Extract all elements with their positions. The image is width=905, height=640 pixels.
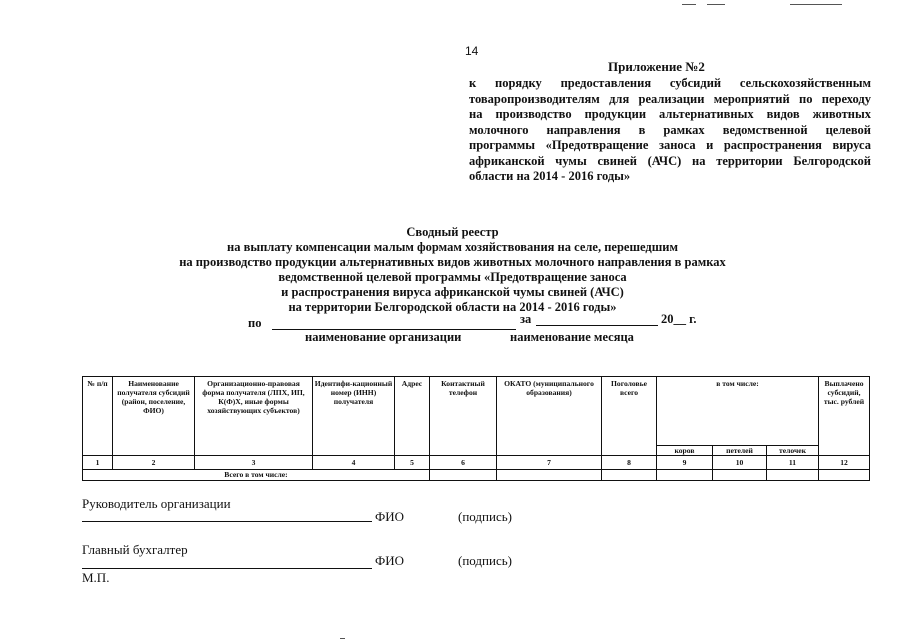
register-line: ведомственной целевой программы «Предотвращение заноса bbox=[278, 270, 627, 284]
accountant-label: Главный бухгалтер bbox=[82, 542, 188, 557]
register-table bbox=[82, 376, 870, 481]
column-number: 11 bbox=[767, 456, 819, 470]
total-cell bbox=[767, 470, 819, 481]
appendix-line: молочного направления в рамках ведомственной целевой bbox=[469, 122, 871, 137]
year-label: 20__ г. bbox=[661, 312, 697, 326]
register-title: Сводный реестр bbox=[406, 225, 499, 239]
header-okato: ОКАТО (муниципального образования) bbox=[497, 377, 602, 456]
header-including: в том числе: bbox=[657, 377, 819, 446]
header-legal-form: Организационно-правовая форма получателя (ЛПХ, ИП, К(Ф)Х, иные формы хозяйствующих субъектов) bbox=[195, 377, 313, 456]
header-recipient-name: Наименование получателя субсидий (район, поселение, ФИО) bbox=[113, 377, 195, 456]
appendix-line: товаропроизводителям для реализации мероприятий по переходу bbox=[469, 91, 871, 106]
column-number: 9 bbox=[657, 456, 713, 470]
scan-edge-line bbox=[790, 4, 842, 5]
scan-edge-line bbox=[707, 4, 725, 5]
appendix-line: области на 2014 - 2016 годы» bbox=[469, 169, 631, 183]
header-paid-subsidies: Выплачено субсидий, тыс. рублей bbox=[819, 377, 870, 456]
column-number: 5 bbox=[395, 456, 430, 470]
appendix-title: Приложение №2 bbox=[608, 59, 705, 74]
stamp-label: М.П. bbox=[82, 570, 110, 585]
total-cell bbox=[819, 470, 870, 481]
appendix-line: африканской чумы свиней (АЧС) на территории Белгородской bbox=[469, 153, 871, 168]
header-phone: Контактный телефон bbox=[430, 377, 497, 456]
head-signature-label: (подпись) bbox=[458, 509, 512, 524]
header-cows: коров bbox=[657, 446, 713, 456]
header-address: Адрес bbox=[395, 377, 430, 456]
accountant-signature-line bbox=[82, 568, 372, 569]
po-label: по bbox=[248, 316, 262, 330]
page-number: 14 bbox=[465, 44, 479, 58]
total-cell bbox=[602, 470, 657, 481]
header-number: № п/п bbox=[83, 377, 113, 456]
total-cell bbox=[430, 470, 497, 481]
scan-edge-line bbox=[682, 4, 696, 5]
column-number: 2 bbox=[113, 456, 195, 470]
register-line: на производство продукции альтернативных видов животных молочного направления в рамках bbox=[179, 255, 726, 269]
total-cell bbox=[497, 470, 602, 481]
column-number: 8 bbox=[602, 456, 657, 470]
column-number: 4 bbox=[313, 456, 395, 470]
header-goats: петелей bbox=[713, 446, 767, 456]
appendix-text bbox=[469, 76, 871, 185]
appendix-line: к порядку предоставления субсидий сельскохозяйственным bbox=[469, 76, 871, 90]
total-cell bbox=[713, 470, 767, 481]
month-line bbox=[536, 325, 658, 326]
header-livestock-total: Поголовье всего bbox=[602, 377, 657, 456]
scan-edge-line bbox=[340, 638, 345, 639]
column-number: 6 bbox=[430, 456, 497, 470]
head-label: Руководитель организации bbox=[82, 496, 231, 511]
register-line: на выплату компенсации малым формам хозяйствования на селе, перешедшим bbox=[227, 240, 678, 254]
column-number: 10 bbox=[713, 456, 767, 470]
accountant-fio-label: ФИО bbox=[375, 553, 405, 568]
organization-caption: наименование организации bbox=[305, 330, 462, 344]
accountant-signature-label: (подпись) bbox=[458, 553, 512, 568]
total-label: Всего в том числе: bbox=[83, 470, 430, 481]
column-number: 12 bbox=[819, 456, 870, 470]
header-inn: Идентифи-кационный номер (ИНН) получателя bbox=[313, 377, 395, 456]
month-caption: наименование месяца bbox=[510, 330, 634, 344]
header-heifers: телочек bbox=[767, 446, 819, 456]
head-fio-label: ФИО bbox=[375, 509, 405, 524]
head-signature-line bbox=[82, 521, 372, 522]
appendix-line: программы «Предотвращение заноса и распространения вируса bbox=[469, 138, 871, 152]
za-label: за bbox=[520, 312, 532, 326]
column-number: 7 bbox=[497, 456, 602, 470]
register-line: на территории Белгородской области на 2014 - 2016 годы» bbox=[288, 300, 617, 314]
column-number: 1 bbox=[83, 456, 113, 470]
total-cell bbox=[657, 470, 713, 481]
appendix-line: на производство продукции альтернативных видов животных bbox=[469, 107, 871, 121]
register-line: и распространения вируса африканской чумы свиней (АЧС) bbox=[281, 285, 624, 299]
column-number: 3 bbox=[195, 456, 313, 470]
